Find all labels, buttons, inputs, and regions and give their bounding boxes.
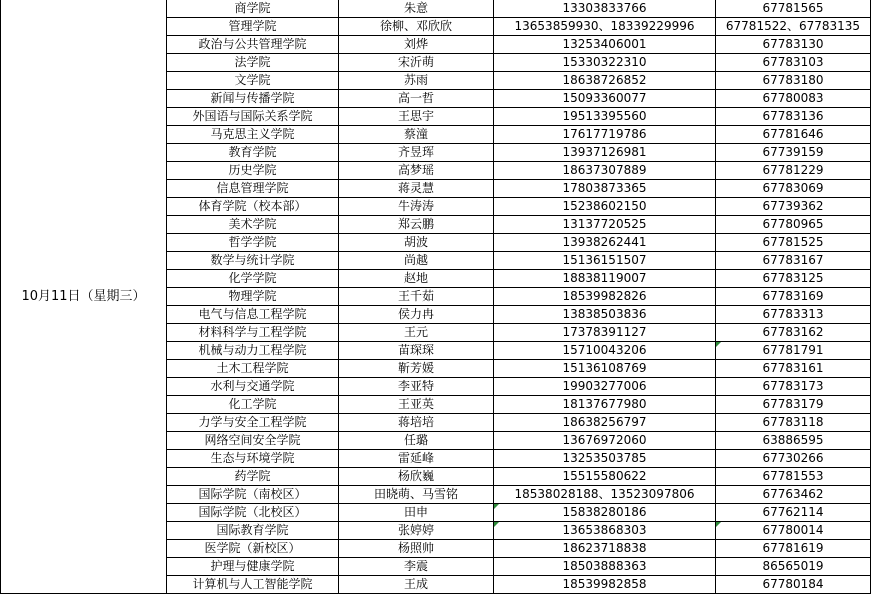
contact-cell[interactable]: 蔡潼 [339,126,494,144]
contact-cell[interactable]: 宋沂萌 [339,54,494,72]
office-cell[interactable]: 67763462 [716,486,871,504]
contact-cell[interactable]: 侯力冉 [339,306,494,324]
office-cell[interactable]: 67783103 [716,54,871,72]
contact-cell[interactable]: 杨欣巍 [339,468,494,486]
mobile-cell[interactable]: 18503888363 [494,558,716,576]
mobile-cell[interactable]: 15838280186 [494,504,716,522]
college-cell[interactable]: 马克思主义学院 [167,126,339,144]
office-cell[interactable]: 67780965 [716,216,871,234]
college-cell[interactable]: 美术学院 [167,216,339,234]
mobile-cell[interactable]: 13137720525 [494,216,716,234]
contact-cell[interactable]: 高梦瑶 [339,162,494,180]
mobile-cell[interactable]: 15238602150 [494,198,716,216]
mobile-cell[interactable]: 15136151507 [494,252,716,270]
mobile-cell[interactable]: 17803873365 [494,180,716,198]
college-cell[interactable]: 哲学学院 [167,234,339,252]
mobile-cell[interactable]: 18638256797 [494,414,716,432]
college-cell[interactable]: 水利与交通学院 [167,378,339,396]
college-cell[interactable]: 法学院 [167,54,339,72]
contact-cell[interactable]: 田申 [339,504,494,522]
college-cell[interactable]: 材料科学与工程学院 [167,324,339,342]
college-cell[interactable]: 文学院 [167,72,339,90]
office-cell[interactable]: 67783125 [716,270,871,288]
college-cell[interactable]: 电气与信息工程学院 [167,306,339,324]
college-cell[interactable]: 化工学院 [167,396,339,414]
mobile-cell[interactable]: 18838119007 [494,270,716,288]
mobile-cell[interactable]: 13303833766 [494,0,716,18]
contact-cell[interactable]: 赵地 [339,270,494,288]
mobile-cell[interactable]: 18538028188、13523097806 [494,486,716,504]
college-cell[interactable]: 商学院 [167,0,339,18]
office-cell[interactable]: 67783069 [716,180,871,198]
mobile-cell[interactable]: 13653859930、18339229996 [494,18,716,36]
contact-cell[interactable]: 任璐 [339,432,494,450]
mobile-cell[interactable]: 18623718838 [494,540,716,558]
office-cell[interactable]: 67781229 [716,162,871,180]
mobile-cell[interactable]: 17617719786 [494,126,716,144]
contact-cell[interactable]: 王亚英 [339,396,494,414]
college-cell[interactable]: 国际学院（南校区） [167,486,339,504]
contact-cell[interactable]: 王成 [339,576,494,594]
college-cell[interactable]: 化学学院 [167,270,339,288]
college-cell[interactable]: 机械与动力工程学院 [167,342,339,360]
college-cell[interactable]: 国际学院（北校区） [167,504,339,522]
office-cell[interactable]: 63886595 [716,432,871,450]
college-cell[interactable]: 网络空间安全学院 [167,432,339,450]
college-cell[interactable]: 政治与公共管理学院 [167,36,339,54]
contact-cell[interactable]: 齐昱珲 [339,144,494,162]
contact-cell[interactable]: 王思宇 [339,108,494,126]
mobile-cell[interactable]: 15330322310 [494,54,716,72]
college-cell[interactable]: 生态与环境学院 [167,450,339,468]
contact-cell[interactable]: 田晓萌、马雪铭 [339,486,494,504]
office-cell[interactable]: 67783136 [716,108,871,126]
college-cell[interactable]: 管理学院 [167,18,339,36]
office-cell[interactable]: 67781646 [716,126,871,144]
office-cell[interactable]: 67783130 [716,36,871,54]
mobile-cell[interactable]: 18638726852 [494,72,716,90]
office-cell[interactable]: 67780184 [716,576,871,594]
contact-cell[interactable]: 朱意 [339,0,494,18]
date-cell[interactable]: 10月11日（星期三） [1,0,167,594]
mobile-cell[interactable]: 18637307889 [494,162,716,180]
contact-cell[interactable]: 尚越 [339,252,494,270]
contact-cell[interactable]: 高一哲 [339,90,494,108]
college-cell[interactable]: 药学院 [167,468,339,486]
contact-cell[interactable]: 徐柳、邓欣欣 [339,18,494,36]
mobile-cell[interactable]: 13938262441 [494,234,716,252]
office-cell[interactable]: 67739362 [716,198,871,216]
contact-cell[interactable]: 蒋灵慧 [339,180,494,198]
mobile-cell[interactable]: 13253503785 [494,450,716,468]
college-cell[interactable]: 体育学院（校本部） [167,198,339,216]
mobile-cell[interactable]: 19513395560 [494,108,716,126]
college-cell[interactable]: 教育学院 [167,144,339,162]
college-cell[interactable]: 数学与统计学院 [167,252,339,270]
contact-cell[interactable]: 王元 [339,324,494,342]
office-cell[interactable]: 67783179 [716,396,871,414]
college-cell[interactable]: 历史学院 [167,162,339,180]
college-cell[interactable]: 计算机与人工智能学院 [167,576,339,594]
contact-cell[interactable]: 刘烨 [339,36,494,54]
college-cell[interactable]: 外国语与国际关系学院 [167,108,339,126]
office-cell[interactable]: 67780083 [716,90,871,108]
college-cell[interactable]: 新闻与传播学院 [167,90,339,108]
office-cell[interactable]: 67783169 [716,288,871,306]
office-cell[interactable]: 67783313 [716,306,871,324]
office-cell[interactable]: 86565019 [716,558,871,576]
office-cell[interactable]: 67783118 [716,414,871,432]
mobile-cell[interactable]: 15515580622 [494,468,716,486]
mobile-cell[interactable]: 18539982826 [494,288,716,306]
contact-cell[interactable]: 苗琛琛 [339,342,494,360]
contact-cell[interactable]: 靳芳媛 [339,360,494,378]
office-cell[interactable]: 67781565 [716,0,871,18]
office-cell[interactable]: 67781619 [716,540,871,558]
contact-cell[interactable]: 王千茹 [339,288,494,306]
contact-cell[interactable]: 牛涛涛 [339,198,494,216]
office-cell[interactable]: 67783167 [716,252,871,270]
mobile-cell[interactable]: 19903277006 [494,378,716,396]
mobile-cell[interactable]: 13838503836 [494,306,716,324]
mobile-cell[interactable]: 13253406001 [494,36,716,54]
office-cell[interactable]: 67783173 [716,378,871,396]
office-cell[interactable]: 67781522、67783135 [716,18,871,36]
contact-cell[interactable]: 张婷婷 [339,522,494,540]
office-cell[interactable]: 67783161 [716,360,871,378]
office-cell[interactable]: 67783180 [716,72,871,90]
mobile-cell[interactable]: 13653868303 [494,522,716,540]
contact-cell[interactable]: 李亚特 [339,378,494,396]
college-cell[interactable]: 护理与健康学院 [167,558,339,576]
contact-cell[interactable]: 雷延峰 [339,450,494,468]
office-cell[interactable]: 67762114 [716,504,871,522]
contact-cell[interactable]: 胡波 [339,234,494,252]
mobile-cell[interactable]: 18137677980 [494,396,716,414]
college-cell[interactable]: 国际教育学院 [167,522,339,540]
office-cell[interactable]: 67781553 [716,468,871,486]
mobile-cell[interactable]: 17378391127 [494,324,716,342]
college-cell[interactable]: 土木工程学院 [167,360,339,378]
table-row [1,0,871,18]
contact-cell[interactable]: 杨照帅 [339,540,494,558]
contact-cell[interactable]: 蒋培培 [339,414,494,432]
college-cell[interactable]: 医学院（新校区） [167,540,339,558]
office-cell[interactable]: 67783162 [716,324,871,342]
mobile-cell[interactable]: 15093360077 [494,90,716,108]
college-cell[interactable]: 物理学院 [167,288,339,306]
contact-cell[interactable]: 苏雨 [339,72,494,90]
mobile-cell[interactable]: 13676972060 [494,432,716,450]
office-cell[interactable]: 67739159 [716,144,871,162]
contact-table-body [1,0,871,594]
contact-cell[interactable]: 郑云鹏 [339,216,494,234]
mobile-cell[interactable]: 15710043206 [494,342,716,360]
office-cell[interactable]: 67730266 [716,450,871,468]
mobile-cell[interactable]: 13937126981 [494,144,716,162]
mobile-cell[interactable]: 18539982858 [494,576,716,594]
office-cell[interactable]: 67781791 [716,342,871,360]
contact-cell[interactable]: 李震 [339,558,494,576]
college-cell[interactable]: 力学与安全工程学院 [167,414,339,432]
office-cell[interactable]: 67780014 [716,522,871,540]
office-cell[interactable]: 67781525 [716,234,871,252]
mobile-cell[interactable]: 15136108769 [494,360,716,378]
college-cell[interactable]: 信息管理学院 [167,180,339,198]
